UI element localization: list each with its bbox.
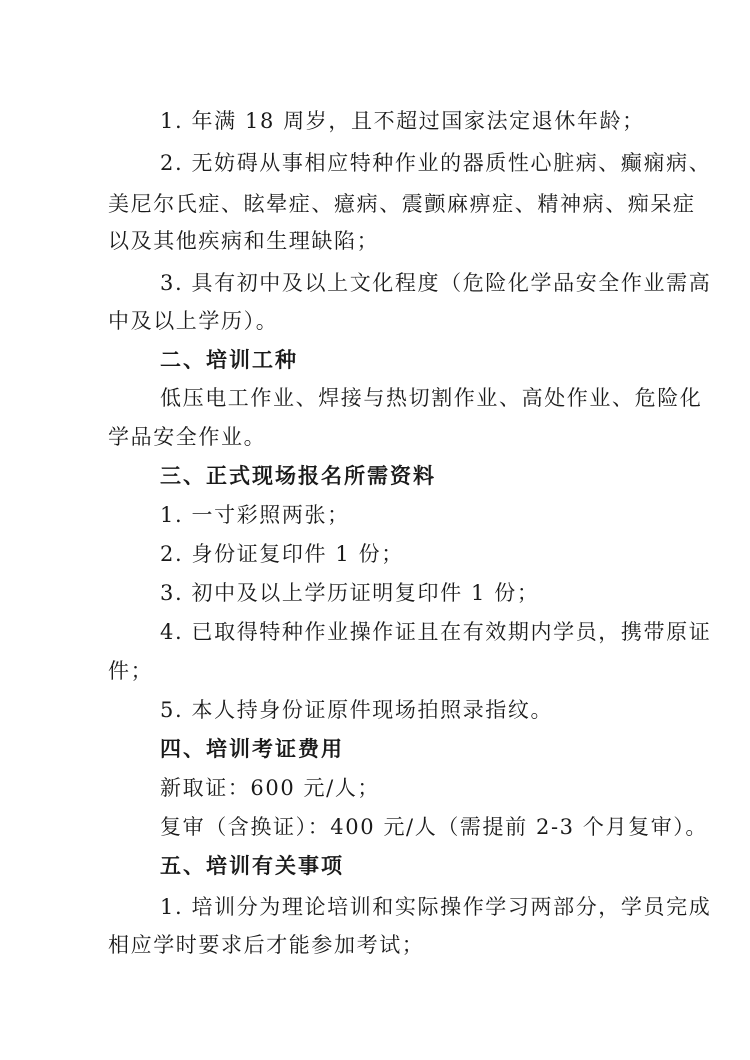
material-existing-certificate-line-2: 件； (108, 659, 154, 683)
material-existing-certificate-line-1: 4. 已取得特种作业操作证且在有效期内学员，携带原证 (160, 620, 712, 644)
material-id-copy: 2. 身份证复印件 1 份； (160, 542, 404, 566)
requirement-health-line-1: 2. 无妨碍从事相应特种作业的器质性心脏病、癫痫病、 (160, 151, 712, 175)
training-matters-line-1: 1. 培训分为理论培训和实际操作学习两部分，学员完成 (160, 895, 712, 919)
training-matters-line-2: 相应学时要求后才能参加考试； (108, 933, 425, 957)
requirement-health-line-3: 以及其他疾病和生理缺陷； (108, 229, 380, 253)
requirement-education-line-1: 3. 具有初中及以上文化程度（危险化学品安全作业需高 (160, 271, 712, 295)
section-heading-fees: 四、培训考证费用 (160, 736, 344, 761)
fee-renewal: 复审（含换证）：400 元/人（需提前 2-3 个月复审）。 (160, 815, 708, 839)
material-education-copy: 3. 初中及以上学历证明复印件 1 份； (160, 581, 540, 605)
fee-new-certificate: 新取证：600 元/人； (160, 776, 381, 800)
training-types-line-1: 低压电工作业、焊接与热切割作业、高处作业、危险化 (160, 386, 703, 410)
section-heading-training-matters: 五、培训有关事项 (160, 853, 344, 878)
section-heading-training-types: 二、培训工种 (160, 347, 298, 372)
requirement-health-line-2: 美尼尔氏症、眩晕症、癔病、震颤麻痹症、精神病、痴呆症 (108, 192, 696, 216)
training-types-line-2: 学品安全作业。 (108, 425, 267, 449)
requirement-education-line-2: 中及以上学历）。 (108, 309, 279, 333)
material-photo: 1. 一寸彩照两张； (160, 503, 350, 527)
requirement-age: 1. 年满 18 周岁，且不超过国家法定退休年龄； (160, 109, 645, 133)
section-heading-registration-materials: 三、正式现场报名所需资料 (160, 463, 436, 488)
material-fingerprint: 5. 本人持身份证原件现场拍照录指纹。 (160, 698, 554, 722)
